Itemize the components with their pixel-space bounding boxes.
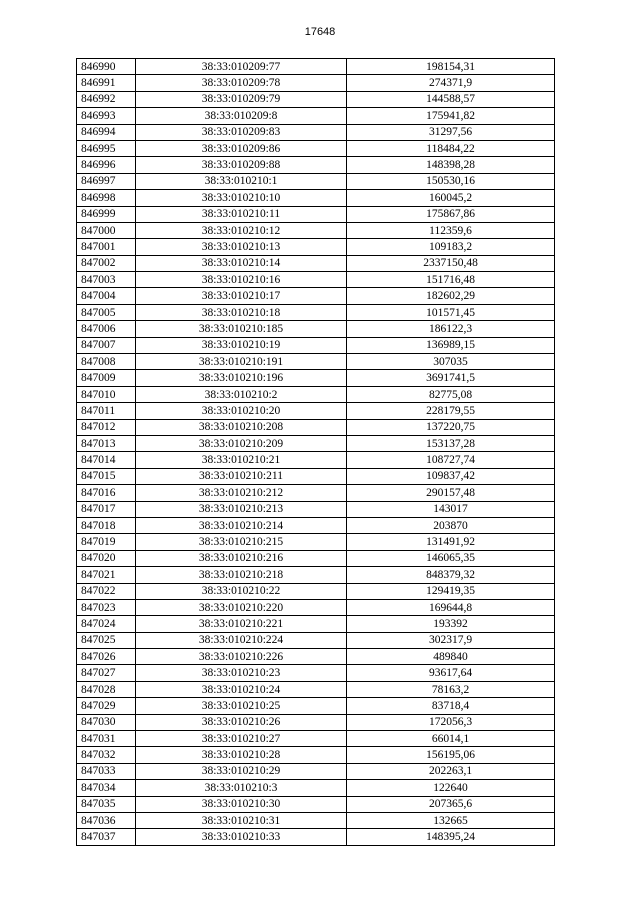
record-number-cell: 846991 [77, 75, 136, 91]
cadastral-value-cell: 2337150,48 [347, 255, 555, 271]
table-row [77, 747, 555, 763]
table-body [77, 59, 555, 846]
record-number-cell: 847008 [77, 354, 136, 370]
cadastral-value-cell: 109837,42 [347, 468, 555, 484]
record-number-cell: 847014 [77, 452, 136, 468]
table-row [77, 124, 555, 140]
cadastral-number-cell: 38:33:010210:17 [136, 288, 347, 304]
record-number-cell: 847002 [77, 255, 136, 271]
table-row [77, 91, 555, 107]
record-number-cell: 846992 [77, 91, 136, 107]
table-row [77, 370, 555, 386]
cadastral-value-cell: 146065,35 [347, 550, 555, 566]
cadastral-number-cell: 38:33:010210:212 [136, 485, 347, 501]
cadastral-number-cell: 38:33:010210:18 [136, 304, 347, 320]
cadastral-number-cell: 38:33:010210:12 [136, 222, 347, 238]
cadastral-value-cell: 78163,2 [347, 681, 555, 697]
cadastral-number-cell: 38:33:010210:214 [136, 517, 347, 533]
cadastral-value-cell: 3691741,5 [347, 370, 555, 386]
cadastral-number-cell: 38:33:010210:3 [136, 780, 347, 796]
cadastral-value-cell: 151716,48 [347, 272, 555, 288]
record-number-cell: 847024 [77, 616, 136, 632]
cadastral-number-cell: 38:33:010210:14 [136, 255, 347, 271]
cadastral-value-cell: 228179,55 [347, 403, 555, 419]
table-row [77, 337, 555, 353]
cadastral-value-cell: 307035 [347, 354, 555, 370]
cadastral-value-cell: 137220,75 [347, 419, 555, 435]
table-row [77, 354, 555, 370]
cadastral-number-cell: 38:33:010210:191 [136, 354, 347, 370]
table-row [77, 59, 555, 75]
table-row [77, 550, 555, 566]
cadastral-number-cell: 38:33:010210:1 [136, 173, 347, 189]
table-row [77, 665, 555, 681]
table-row [77, 534, 555, 550]
cadastral-value-cell: 131491,92 [347, 534, 555, 550]
cadastral-value-cell: 122640 [347, 780, 555, 796]
record-number-cell: 847027 [77, 665, 136, 681]
cadastral-number-cell: 38:33:010210:218 [136, 567, 347, 583]
cadastral-value-cell: 182602,29 [347, 288, 555, 304]
cadastral-value-cell: 150530,16 [347, 173, 555, 189]
record-number-cell: 847018 [77, 517, 136, 533]
table-row [77, 796, 555, 812]
cadastral-number-cell: 38:33:010209:77 [136, 59, 347, 75]
record-number-cell: 847037 [77, 829, 136, 845]
record-number-cell: 847013 [77, 435, 136, 451]
cadastral-value-cell: 193392 [347, 616, 555, 632]
cadastral-value-cell: 66014,1 [347, 731, 555, 747]
table-row [77, 599, 555, 615]
record-number-cell: 847001 [77, 239, 136, 255]
cadastral-value-cell: 175941,82 [347, 108, 555, 124]
record-number-cell: 847035 [77, 796, 136, 812]
table-row [77, 255, 555, 271]
record-number-cell: 846993 [77, 108, 136, 124]
cadastral-value-cell: 156195,06 [347, 747, 555, 763]
cadastral-number-cell: 38:33:010210:21 [136, 452, 347, 468]
record-number-cell: 847025 [77, 632, 136, 648]
table-row [77, 304, 555, 320]
cadastral-number-cell: 38:33:010209:88 [136, 157, 347, 173]
table-row [77, 206, 555, 222]
record-number-cell: 846997 [77, 173, 136, 189]
table-row [77, 485, 555, 501]
cadastral-number-cell: 38:33:010210:226 [136, 649, 347, 665]
cadastral-value-cell: 83718,4 [347, 698, 555, 714]
table-row [77, 501, 555, 517]
cadastral-number-cell: 38:33:010210:24 [136, 681, 347, 697]
table-row [77, 386, 555, 402]
cadastral-value-cell: 132665 [347, 812, 555, 828]
cadastral-value-cell: 143017 [347, 501, 555, 517]
cadastral-number-cell: 38:33:010210:211 [136, 468, 347, 484]
table-row [77, 681, 555, 697]
cadastral-value-cell: 175867,86 [347, 206, 555, 222]
table-row [77, 517, 555, 533]
table-row [77, 75, 555, 91]
cadastral-number-cell: 38:33:010210:213 [136, 501, 347, 517]
table-row [77, 567, 555, 583]
record-number-cell: 847003 [77, 272, 136, 288]
cadastral-value-cell: 93617,64 [347, 665, 555, 681]
cadastral-number-cell: 38:33:010210:221 [136, 616, 347, 632]
record-number-cell: 847005 [77, 304, 136, 320]
table-row [77, 468, 555, 484]
cadastral-number-cell: 38:33:010210:11 [136, 206, 347, 222]
cadastral-value-cell: 489840 [347, 649, 555, 665]
cadastral-number-cell: 38:33:010210:19 [136, 337, 347, 353]
cadastral-value-table [76, 58, 555, 846]
record-number-cell: 847029 [77, 698, 136, 714]
cadastral-number-cell: 38:33:010210:215 [136, 534, 347, 550]
cadastral-value-cell: 101571,45 [347, 304, 555, 320]
cadastral-number-cell: 38:33:010210:209 [136, 435, 347, 451]
cadastral-value-cell: 207365,6 [347, 796, 555, 812]
cadastral-value-cell: 109183,2 [347, 239, 555, 255]
cadastral-number-cell: 38:33:010210:196 [136, 370, 347, 386]
cadastral-number-cell: 38:33:010210:25 [136, 698, 347, 714]
record-number-cell: 847022 [77, 583, 136, 599]
cadastral-number-cell: 38:33:010210:29 [136, 763, 347, 779]
record-number-cell: 847015 [77, 468, 136, 484]
cadastral-number-cell: 38:33:010210:28 [136, 747, 347, 763]
cadastral-number-cell: 38:33:010210:224 [136, 632, 347, 648]
cadastral-number-cell: 38:33:010210:22 [136, 583, 347, 599]
record-number-cell: 847034 [77, 780, 136, 796]
record-number-cell: 847006 [77, 321, 136, 337]
cadastral-number-cell: 38:33:010210:20 [136, 403, 347, 419]
cadastral-value-cell: 172056,3 [347, 714, 555, 730]
record-number-cell: 847016 [77, 485, 136, 501]
table-row [77, 140, 555, 156]
cadastral-number-cell: 38:33:010209:86 [136, 140, 347, 156]
record-number-cell: 847032 [77, 747, 136, 763]
cadastral-value-cell: 198154,31 [347, 59, 555, 75]
cadastral-number-cell: 38:33:010210:26 [136, 714, 347, 730]
table-row [77, 812, 555, 828]
cadastral-value-cell: 302317,9 [347, 632, 555, 648]
table-row [77, 616, 555, 632]
table-row [77, 435, 555, 451]
record-number-cell: 846990 [77, 59, 136, 75]
record-number-cell: 847030 [77, 714, 136, 730]
page-number: 17648 [304, 26, 336, 38]
cadastral-value-cell: 274371,9 [347, 75, 555, 91]
table-row [77, 780, 555, 796]
record-number-cell: 847019 [77, 534, 136, 550]
cadastral-number-cell: 38:33:010210:216 [136, 550, 347, 566]
table-row [77, 272, 555, 288]
record-number-cell: 847009 [77, 370, 136, 386]
record-number-cell: 846996 [77, 157, 136, 173]
cadastral-value-cell: 848379,32 [347, 567, 555, 583]
cadastral-number-cell: 38:33:010210:16 [136, 272, 347, 288]
cadastral-number-cell: 38:33:010210:185 [136, 321, 347, 337]
cadastral-value-cell: 202263,1 [347, 763, 555, 779]
cadastral-value-cell: 118484,22 [347, 140, 555, 156]
cadastral-value-cell: 144588,57 [347, 91, 555, 107]
table-row [77, 321, 555, 337]
record-number-cell: 847004 [77, 288, 136, 304]
cadastral-value-cell: 31297,56 [347, 124, 555, 140]
table-row [77, 157, 555, 173]
cadastral-number-cell: 38:33:010210:2 [136, 386, 347, 402]
record-number-cell: 847020 [77, 550, 136, 566]
table-row [77, 714, 555, 730]
table-row [77, 452, 555, 468]
cadastral-value-cell: 112359,6 [347, 222, 555, 238]
table-row [77, 698, 555, 714]
record-number-cell: 846995 [77, 140, 136, 156]
record-number-cell: 847023 [77, 599, 136, 615]
table-row [77, 288, 555, 304]
cadastral-number-cell: 38:33:010209:8 [136, 108, 347, 124]
cadastral-value-cell: 169644,8 [347, 599, 555, 615]
table-row [77, 763, 555, 779]
table-row [77, 829, 555, 845]
record-number-cell: 847007 [77, 337, 136, 353]
record-number-cell: 847026 [77, 649, 136, 665]
cadastral-value-cell: 136989,15 [347, 337, 555, 353]
cadastral-number-cell: 38:33:010209:83 [136, 124, 347, 140]
table-row [77, 419, 555, 435]
record-number-cell: 847021 [77, 567, 136, 583]
cadastral-number-cell: 38:33:010210:33 [136, 829, 347, 845]
cadastral-value-cell: 82775,08 [347, 386, 555, 402]
cadastral-number-cell: 38:33:010209:78 [136, 75, 347, 91]
record-number-cell: 847017 [77, 501, 136, 517]
cadastral-number-cell: 38:33:010210:208 [136, 419, 347, 435]
table-row [77, 583, 555, 599]
cadastral-number-cell: 38:33:010210:30 [136, 796, 347, 812]
table-row [77, 403, 555, 419]
record-number-cell: 847012 [77, 419, 136, 435]
table-row [77, 731, 555, 747]
cadastral-number-cell: 38:33:010210:27 [136, 731, 347, 747]
table-row [77, 108, 555, 124]
cadastral-number-cell: 38:33:010210:13 [136, 239, 347, 255]
record-number-cell: 847010 [77, 386, 136, 402]
table-row [77, 173, 555, 189]
cadastral-number-cell: 38:33:010210:31 [136, 812, 347, 828]
record-number-cell: 846999 [77, 206, 136, 222]
record-number-cell: 847011 [77, 403, 136, 419]
cadastral-value-cell: 160045,2 [347, 190, 555, 206]
cadastral-value-cell: 186122,3 [347, 321, 555, 337]
cadastral-number-cell: 38:33:010210:10 [136, 190, 347, 206]
cadastral-number-cell: 38:33:010210:220 [136, 599, 347, 615]
cadastral-number-cell: 38:33:010209:79 [136, 91, 347, 107]
record-number-cell: 846998 [77, 190, 136, 206]
record-number-cell: 847033 [77, 763, 136, 779]
record-number-cell: 847000 [77, 222, 136, 238]
record-number-cell: 847028 [77, 681, 136, 697]
table-row [77, 649, 555, 665]
table-row [77, 190, 555, 206]
cadastral-value-cell: 129419,35 [347, 583, 555, 599]
cadastral-value-cell: 290157,48 [347, 485, 555, 501]
record-number-cell: 846994 [77, 124, 136, 140]
record-number-cell: 847036 [77, 812, 136, 828]
table-row [77, 632, 555, 648]
cadastral-value-cell: 108727,74 [347, 452, 555, 468]
cadastral-value-cell: 203870 [347, 517, 555, 533]
table-row [77, 222, 555, 238]
table-row [77, 239, 555, 255]
cadastral-value-cell: 148398,28 [347, 157, 555, 173]
cadastral-value-cell: 148395,24 [347, 829, 555, 845]
cadastral-value-cell: 153137,28 [347, 435, 555, 451]
cadastral-number-cell: 38:33:010210:23 [136, 665, 347, 681]
record-number-cell: 847031 [77, 731, 136, 747]
